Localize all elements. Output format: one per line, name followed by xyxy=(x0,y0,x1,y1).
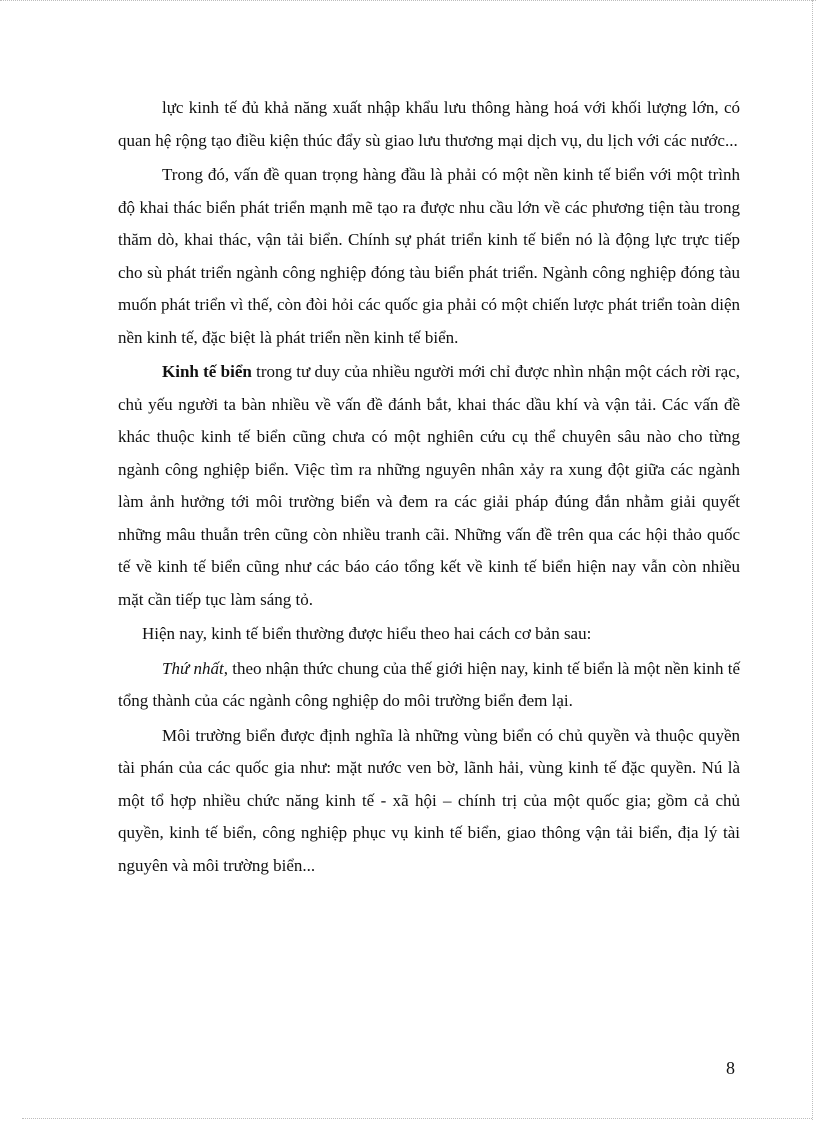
document-body xyxy=(118,92,740,882)
page-border-right xyxy=(812,0,813,1120)
paragraph-definition-intro xyxy=(118,618,740,651)
page-number: 8 xyxy=(726,1058,735,1078)
paragraph-continuation xyxy=(118,92,740,157)
paragraph-1-text: lực kinh tế đủ khả năng xuất nhập khẩu lưu thông hàng hoá với khối lượng lớn, có quan hệ rộng tạo điều kiện thúc đẩy sù giao lưu thương mại dịch vụ, du lịch với các nước... xyxy=(118,98,740,150)
paragraph-marine-economy xyxy=(118,356,740,616)
paragraph-development xyxy=(118,159,740,354)
paragraph-3-text: trong tư duy của nhiều người mới chỉ được nhìn nhận một cách rời rạc, chủ yếu người ta bàn nhiều về vấn đề đánh bắt, khai thác dầu khí và vận tải. Các vấn đề khác thuộc kinh tế biển cũng chưa có một nghiên cứu cụ thể chuyên sâu nào cho từng ngành công nghiệp biển. Việc tìm ra những nguyên nhân xảy ra xung đột giữa các ngành làm ảnh hưởng tới môi trường biển và đem ra các giải pháp đúng đắn nhằm giải quyết những mâu thuẫn trên cũng còn nhiều tranh cãi. Những vấn đề trên qua các hội thảo quốc tế về kinh tế biển cũng như các báo cáo tổng kết về kinh tế biển hiện nay vẫn còn nhiều mặt cần tiếp tục làm sáng tỏ. xyxy=(118,362,740,609)
page-border-bottom xyxy=(22,1118,812,1119)
paragraph-4-text: Hiện nay, kinh tế biển thường được hiểu theo hai cách cơ bản sau: xyxy=(142,624,592,643)
page-border-top xyxy=(0,0,816,1)
paragraph-5-italic-term: Thứ nhất xyxy=(162,658,224,678)
paragraph-2-text: Trong đó, vấn đề quan trọng hàng đầu là phải có một nền kinh tế biển với một trình độ khai thác biển phát triển mạnh mẽ tạo ra được nhu cầu lớn về các phương tiện tàu trong thăm dò, khai thác, vận tải biển. Chính sự phát triển kinh tế biển nó là động lực trực tiếp cho sù phát triển ngành công nghiệp đóng tàu biển phát triển. Ngành công nghiệp đóng tàu muốn phát triển vì thế, còn đòi hỏi các quốc gia phải có một chiến lược phát triển toàn diện nền kinh tế, đặc biệt là phát triển nền kinh tế biển. xyxy=(118,165,740,347)
paragraph-5-text: , theo nhận thức chung của thế giới hiện nay, kinh tế biển là một nền kinh tế tổng thành của các ngành công nghiệp do môi trường biển đem lại. xyxy=(118,658,741,710)
paragraph-3-bold-term: Kinh tế biển xyxy=(162,362,252,381)
paragraph-first-definition xyxy=(118,653,740,718)
paragraph-6-text: Môi trường biển được định nghĩa là những vùng biển có chủ quyền và thuộc quyền tài phán của các quốc gia như: mặt nước ven bờ, lãnh hải, vùng kinh tế đặc quyền. Nú là một tổ hợp nhiều chức năng kinh tế - xã hội – chính trị của một quốc gia; gồm cả chủ quyền, kinh tế biển, công nghiệp phục vụ kinh tế biển, giao thông vận tải biển, địa lý tài nguyên và môi trường biển... xyxy=(118,725,740,875)
paragraph-marine-environment xyxy=(118,720,740,883)
